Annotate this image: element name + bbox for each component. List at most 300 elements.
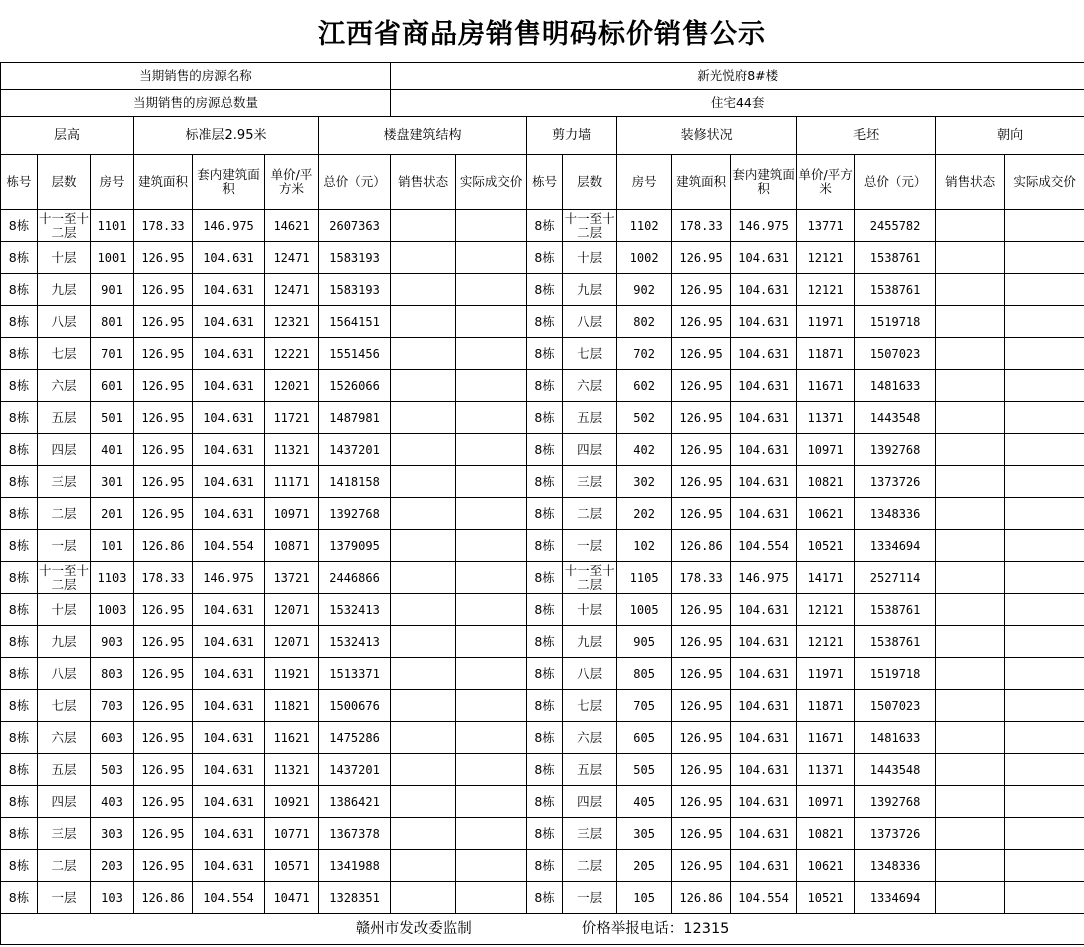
- status-cell: [391, 818, 456, 850]
- inner-area-cell: 104.554: [193, 530, 265, 562]
- unit-price-cell: 12071: [265, 626, 319, 658]
- building-cell: 8栋: [1, 306, 38, 338]
- total-price-cell: 1373726: [855, 466, 936, 498]
- room-cell: 1101: [91, 210, 134, 242]
- source-name-value: 新光悦府8#楼: [391, 63, 1084, 90]
- building-cell: 8栋: [1, 498, 38, 530]
- room-cell: 201: [91, 498, 134, 530]
- actual-price-cell: [1005, 658, 1084, 690]
- floor-cell: 三层: [563, 466, 617, 498]
- unit-price-cell: 11321: [265, 434, 319, 466]
- actual-price-cell: [456, 690, 527, 722]
- building-cell: 8栋: [527, 530, 563, 562]
- table-row: [1, 722, 1084, 754]
- building-cell: 8栋: [527, 434, 563, 466]
- unit-price-cell: 11671: [797, 370, 855, 402]
- area-cell: 126.95: [672, 402, 731, 434]
- total-price-cell: 2607363: [319, 210, 391, 242]
- inner-area-cell: 104.631: [731, 402, 797, 434]
- status-cell: [936, 530, 1005, 562]
- floor-cell: 五层: [38, 402, 91, 434]
- source-count-value: 住宅44套: [391, 90, 1084, 117]
- inner-area-cell: 104.631: [193, 658, 265, 690]
- unit-price-cell: 12471: [265, 242, 319, 274]
- unit-price-cell: 10621: [797, 498, 855, 530]
- col-header-room: 房号: [617, 155, 672, 210]
- actual-price-cell: [1005, 434, 1084, 466]
- actual-price-cell: [456, 274, 527, 306]
- unit-price-cell: 14171: [797, 562, 855, 594]
- actual-price-cell: [456, 338, 527, 370]
- total-price-cell: 1334694: [855, 882, 936, 914]
- building-cell: 8栋: [527, 306, 563, 338]
- unit-price-cell: 12221: [265, 338, 319, 370]
- building-cell: 8栋: [527, 562, 563, 594]
- actual-price-cell: [456, 722, 527, 754]
- col-header-building: 栋号: [527, 155, 563, 210]
- building-cell: 8栋: [527, 210, 563, 242]
- total-price-cell: 1443548: [855, 754, 936, 786]
- area-cell: 126.95: [672, 690, 731, 722]
- total-price-cell: 2446866: [319, 562, 391, 594]
- area-cell: 126.95: [672, 754, 731, 786]
- actual-price-cell: [1005, 594, 1084, 626]
- actual-price-cell: [456, 466, 527, 498]
- table-row: [1, 210, 1084, 242]
- area-cell: 126.95: [134, 594, 193, 626]
- floor-cell: 十层: [38, 594, 91, 626]
- building-cell: 8栋: [527, 658, 563, 690]
- floor-cell: 一层: [38, 882, 91, 914]
- floor-cell: 三层: [38, 818, 91, 850]
- status-cell: [391, 338, 456, 370]
- building-cell: 8栋: [1, 658, 38, 690]
- total-price-cell: 1379095: [319, 530, 391, 562]
- unit-price-cell: 10971: [797, 434, 855, 466]
- col-header-status: 销售状态: [936, 155, 1005, 210]
- room-cell: 701: [91, 338, 134, 370]
- status-cell: [936, 498, 1005, 530]
- room-cell: 703: [91, 690, 134, 722]
- total-price-cell: 1551456: [319, 338, 391, 370]
- status-cell: [391, 530, 456, 562]
- floor-cell: 一层: [563, 530, 617, 562]
- inner-area-cell: 104.631: [193, 786, 265, 818]
- room-cell: 402: [617, 434, 672, 466]
- floor-cell: 八层: [38, 306, 91, 338]
- total-price-cell: 1373726: [855, 818, 936, 850]
- area-cell: 126.95: [134, 306, 193, 338]
- decoration-value: 毛坯: [797, 117, 936, 155]
- area-cell: 126.95: [134, 850, 193, 882]
- floor-cell: 五层: [563, 754, 617, 786]
- room-cell: 403: [91, 786, 134, 818]
- room-cell: 401: [91, 434, 134, 466]
- building-cell: 8栋: [1, 626, 38, 658]
- room-cell: 702: [617, 338, 672, 370]
- status-cell: [936, 338, 1005, 370]
- total-price-cell: 1538761: [855, 626, 936, 658]
- area-cell: 126.95: [672, 626, 731, 658]
- status-cell: [391, 690, 456, 722]
- inner-area-cell: 104.631: [193, 306, 265, 338]
- total-price-cell: 1519718: [855, 658, 936, 690]
- inner-area-cell: 104.631: [193, 242, 265, 274]
- unit-price-cell: 10621: [797, 850, 855, 882]
- room-cell: 301: [91, 466, 134, 498]
- inner-area-cell: 104.631: [731, 242, 797, 274]
- inner-area-cell: 104.631: [193, 754, 265, 786]
- floor-cell: 九层: [38, 626, 91, 658]
- area-cell: 126.95: [672, 306, 731, 338]
- building-cell: 8栋: [1, 690, 38, 722]
- actual-price-cell: [456, 370, 527, 402]
- building-cell: 8栋: [1, 594, 38, 626]
- floor-cell: 五层: [563, 402, 617, 434]
- room-cell: 203: [91, 850, 134, 882]
- building-cell: 8栋: [527, 850, 563, 882]
- floor-cell: 十层: [563, 242, 617, 274]
- area-cell: 126.95: [134, 658, 193, 690]
- structure-label: 楼盘建筑结构: [319, 117, 527, 155]
- status-cell: [391, 210, 456, 242]
- orientation-label: 朝向: [936, 117, 1084, 155]
- unit-price-cell: 10521: [797, 530, 855, 562]
- table-row: [1, 338, 1084, 370]
- actual-price-cell: [1005, 210, 1084, 242]
- area-cell: 126.95: [672, 818, 731, 850]
- unit-price-cell: 11871: [797, 338, 855, 370]
- area-cell: 126.95: [134, 786, 193, 818]
- room-cell: 602: [617, 370, 672, 402]
- inner-area-cell: 104.631: [731, 498, 797, 530]
- floor-cell: 八层: [38, 658, 91, 690]
- inner-area-cell: 104.631: [731, 306, 797, 338]
- building-cell: 8栋: [1, 370, 38, 402]
- total-price-cell: 1481633: [855, 722, 936, 754]
- area-cell: 126.95: [672, 370, 731, 402]
- inner-area-cell: 104.631: [731, 786, 797, 818]
- total-price-cell: 1526066: [319, 370, 391, 402]
- floor-cell: 九层: [563, 274, 617, 306]
- table-row: [1, 306, 1084, 338]
- inner-area-cell: 146.975: [193, 210, 265, 242]
- room-cell: 105: [617, 882, 672, 914]
- room-cell: 505: [617, 754, 672, 786]
- col-header-status: 销售状态: [391, 155, 456, 210]
- unit-price-cell: 13721: [265, 562, 319, 594]
- actual-price-cell: [456, 530, 527, 562]
- actual-price-cell: [456, 882, 527, 914]
- table-row: [1, 402, 1084, 434]
- building-cell: 8栋: [527, 722, 563, 754]
- room-cell: 205: [617, 850, 672, 882]
- building-cell: 8栋: [527, 690, 563, 722]
- building-cell: 8栋: [527, 626, 563, 658]
- area-cell: 126.95: [134, 402, 193, 434]
- unit-price-cell: 11971: [797, 306, 855, 338]
- inner-area-cell: 104.631: [731, 370, 797, 402]
- total-price-cell: 1538761: [855, 242, 936, 274]
- total-price-cell: 1334694: [855, 530, 936, 562]
- status-cell: [936, 850, 1005, 882]
- col-header-room: 房号: [91, 155, 134, 210]
- area-cell: 126.95: [134, 242, 193, 274]
- actual-price-cell: [456, 306, 527, 338]
- inner-area-cell: 104.631: [193, 850, 265, 882]
- floor-cell: 八层: [563, 306, 617, 338]
- inner-area-cell: 104.631: [731, 466, 797, 498]
- status-cell: [391, 882, 456, 914]
- floor-cell: 七层: [563, 338, 617, 370]
- actual-price-cell: [456, 210, 527, 242]
- floor-cell: 二层: [563, 850, 617, 882]
- unit-price-cell: 10971: [797, 786, 855, 818]
- area-cell: 126.95: [134, 466, 193, 498]
- status-cell: [391, 754, 456, 786]
- total-price-cell: 1475286: [319, 722, 391, 754]
- room-cell: 605: [617, 722, 672, 754]
- total-price-cell: 1583193: [319, 242, 391, 274]
- status-cell: [936, 818, 1005, 850]
- price-table: [0, 62, 1084, 945]
- status-cell: [936, 754, 1005, 786]
- room-cell: 1002: [617, 242, 672, 274]
- area-cell: 126.95: [134, 722, 193, 754]
- unit-price-cell: 11671: [797, 722, 855, 754]
- status-cell: [391, 594, 456, 626]
- unit-price-cell: 12121: [797, 242, 855, 274]
- unit-price-cell: 11371: [797, 402, 855, 434]
- room-cell: 705: [617, 690, 672, 722]
- table-row: [1, 466, 1084, 498]
- actual-price-cell: [1005, 818, 1084, 850]
- actual-price-cell: [456, 850, 527, 882]
- floor-cell: 七层: [563, 690, 617, 722]
- total-price-cell: 1500676: [319, 690, 391, 722]
- unit-price-cell: 12071: [265, 594, 319, 626]
- status-cell: [936, 242, 1005, 274]
- unit-price-cell: 10521: [797, 882, 855, 914]
- col-header-area: 建筑面积: [134, 155, 193, 210]
- building-cell: 8栋: [527, 242, 563, 274]
- status-cell: [391, 466, 456, 498]
- col-header-actual-price: 实际成交价: [1005, 155, 1084, 210]
- inner-area-cell: 104.631: [193, 626, 265, 658]
- unit-price-cell: 11721: [265, 402, 319, 434]
- unit-price-cell: 12021: [265, 370, 319, 402]
- unit-price-cell: 10571: [265, 850, 319, 882]
- room-cell: 1105: [617, 562, 672, 594]
- status-cell: [936, 402, 1005, 434]
- room-cell: 302: [617, 466, 672, 498]
- inner-area-cell: 104.631: [193, 434, 265, 466]
- col-header-total-price: 总价（元）: [855, 155, 936, 210]
- col-header-unit-price: 单价/平方米: [797, 155, 855, 210]
- status-cell: [936, 210, 1005, 242]
- area-cell: 126.86: [134, 530, 193, 562]
- floor-cell: 九层: [38, 274, 91, 306]
- room-cell: 103: [91, 882, 134, 914]
- actual-price-cell: [1005, 626, 1084, 658]
- status-cell: [936, 562, 1005, 594]
- inner-area-cell: 104.631: [193, 338, 265, 370]
- source-name-label: 当期销售的房源名称: [1, 63, 391, 90]
- building-cell: 8栋: [1, 754, 38, 786]
- area-cell: 126.95: [672, 498, 731, 530]
- status-cell: [391, 402, 456, 434]
- status-cell: [391, 434, 456, 466]
- inner-area-cell: 104.631: [731, 850, 797, 882]
- actual-price-cell: [1005, 882, 1084, 914]
- actual-price-cell: [456, 786, 527, 818]
- total-price-cell: 1564151: [319, 306, 391, 338]
- floor-cell: 十一至十二层: [38, 210, 89, 240]
- total-price-cell: 1437201: [319, 434, 391, 466]
- page-title: 江西省商品房销售明码标价销售公示: [318, 18, 766, 50]
- col-header-floor: 层数: [38, 155, 91, 210]
- actual-price-cell: [1005, 754, 1084, 786]
- area-cell: 178.33: [672, 210, 731, 242]
- room-cell: 805: [617, 658, 672, 690]
- actual-price-cell: [1005, 562, 1084, 594]
- col-header-actual-price: 实际成交价: [456, 155, 527, 210]
- table-row: [1, 530, 1084, 562]
- col-header-unit-price: 单价/平方米: [265, 155, 319, 210]
- unit-price-cell: 10821: [797, 818, 855, 850]
- table-row: [1, 690, 1084, 722]
- unit-price-cell: 12471: [265, 274, 319, 306]
- status-cell: [936, 626, 1005, 658]
- floor-cell: 五层: [38, 754, 91, 786]
- total-price-cell: 1532413: [319, 594, 391, 626]
- inner-area-cell: 104.554: [193, 882, 265, 914]
- area-cell: 126.95: [134, 370, 193, 402]
- room-cell: 202: [617, 498, 672, 530]
- building-cell: 8栋: [1, 466, 38, 498]
- status-cell: [391, 658, 456, 690]
- unit-price-cell: 11371: [797, 754, 855, 786]
- floor-cell: 一层: [38, 530, 91, 562]
- room-cell: 803: [91, 658, 134, 690]
- actual-price-cell: [456, 658, 527, 690]
- total-price-cell: 1348336: [855, 498, 936, 530]
- inner-area-cell: 104.631: [193, 370, 265, 402]
- actual-price-cell: [1005, 338, 1084, 370]
- status-cell: [936, 306, 1005, 338]
- total-price-cell: 1341988: [319, 850, 391, 882]
- unit-price-cell: 12121: [797, 594, 855, 626]
- actual-price-cell: [1005, 786, 1084, 818]
- status-cell: [391, 274, 456, 306]
- total-price-cell: 1443548: [855, 402, 936, 434]
- room-cell: 601: [91, 370, 134, 402]
- unit-price-cell: 11621: [265, 722, 319, 754]
- area-cell: 126.95: [134, 754, 193, 786]
- status-cell: [391, 850, 456, 882]
- actual-price-cell: [1005, 498, 1084, 530]
- floor-cell: 九层: [563, 626, 617, 658]
- status-cell: [936, 434, 1005, 466]
- floor-cell: 一层: [563, 882, 617, 914]
- inner-area-cell: 104.631: [193, 818, 265, 850]
- total-price-cell: 1538761: [855, 274, 936, 306]
- total-price-cell: 1392768: [319, 498, 391, 530]
- inner-area-cell: 104.631: [193, 722, 265, 754]
- unit-price-cell: 12121: [797, 626, 855, 658]
- actual-price-cell: [1005, 466, 1084, 498]
- floor-cell: 四层: [563, 786, 617, 818]
- total-price-cell: 1583193: [319, 274, 391, 306]
- building-cell: 8栋: [1, 274, 38, 306]
- floor-cell: 七层: [38, 338, 91, 370]
- status-cell: [936, 882, 1005, 914]
- building-cell: 8栋: [1, 434, 38, 466]
- structure-value: 剪力墙: [527, 117, 617, 155]
- total-price-cell: 1437201: [319, 754, 391, 786]
- status-cell: [936, 370, 1005, 402]
- status-cell: [391, 498, 456, 530]
- actual-price-cell: [456, 434, 527, 466]
- floor-height-value: 标准层2.95米: [134, 117, 319, 155]
- actual-price-cell: [456, 594, 527, 626]
- actual-price-cell: [456, 626, 527, 658]
- table-row: [1, 274, 1084, 306]
- unit-price-cell: 12321: [265, 306, 319, 338]
- building-cell: 8栋: [1, 402, 38, 434]
- area-cell: 126.95: [672, 722, 731, 754]
- floor-cell: 四层: [38, 434, 91, 466]
- unit-price-cell: 10871: [265, 530, 319, 562]
- unit-price-cell: 10821: [797, 466, 855, 498]
- table-row: [1, 626, 1084, 658]
- total-price-cell: 1367378: [319, 818, 391, 850]
- area-cell: 126.95: [134, 434, 193, 466]
- room-cell: 502: [617, 402, 672, 434]
- area-cell: 178.33: [134, 210, 193, 242]
- room-cell: 905: [617, 626, 672, 658]
- total-price-cell: 1348336: [855, 850, 936, 882]
- room-cell: 101: [91, 530, 134, 562]
- actual-price-cell: [1005, 306, 1084, 338]
- total-price-cell: 1392768: [855, 434, 936, 466]
- room-cell: 102: [617, 530, 672, 562]
- actual-price-cell: [456, 818, 527, 850]
- actual-price-cell: [1005, 690, 1084, 722]
- room-cell: 405: [617, 786, 672, 818]
- table-row: [1, 786, 1084, 818]
- floor-cell: 三层: [38, 466, 91, 498]
- total-price-cell: 1481633: [855, 370, 936, 402]
- inner-area-cell: 104.631: [731, 594, 797, 626]
- inner-area-cell: 104.631: [193, 274, 265, 306]
- building-cell: 8栋: [527, 818, 563, 850]
- building-cell: 8栋: [527, 402, 563, 434]
- inner-area-cell: 104.554: [731, 530, 797, 562]
- floor-cell: 八层: [563, 658, 617, 690]
- status-cell: [391, 722, 456, 754]
- area-cell: 126.86: [672, 882, 731, 914]
- inner-area-cell: 104.631: [193, 466, 265, 498]
- unit-price-cell: 12121: [797, 274, 855, 306]
- table-row: [1, 562, 1084, 594]
- building-cell: 8栋: [1, 850, 38, 882]
- total-price-cell: 1392768: [855, 786, 936, 818]
- floor-cell: 四层: [563, 434, 617, 466]
- area-cell: 126.95: [134, 690, 193, 722]
- inner-area-cell: 146.975: [731, 562, 797, 594]
- status-cell: [391, 626, 456, 658]
